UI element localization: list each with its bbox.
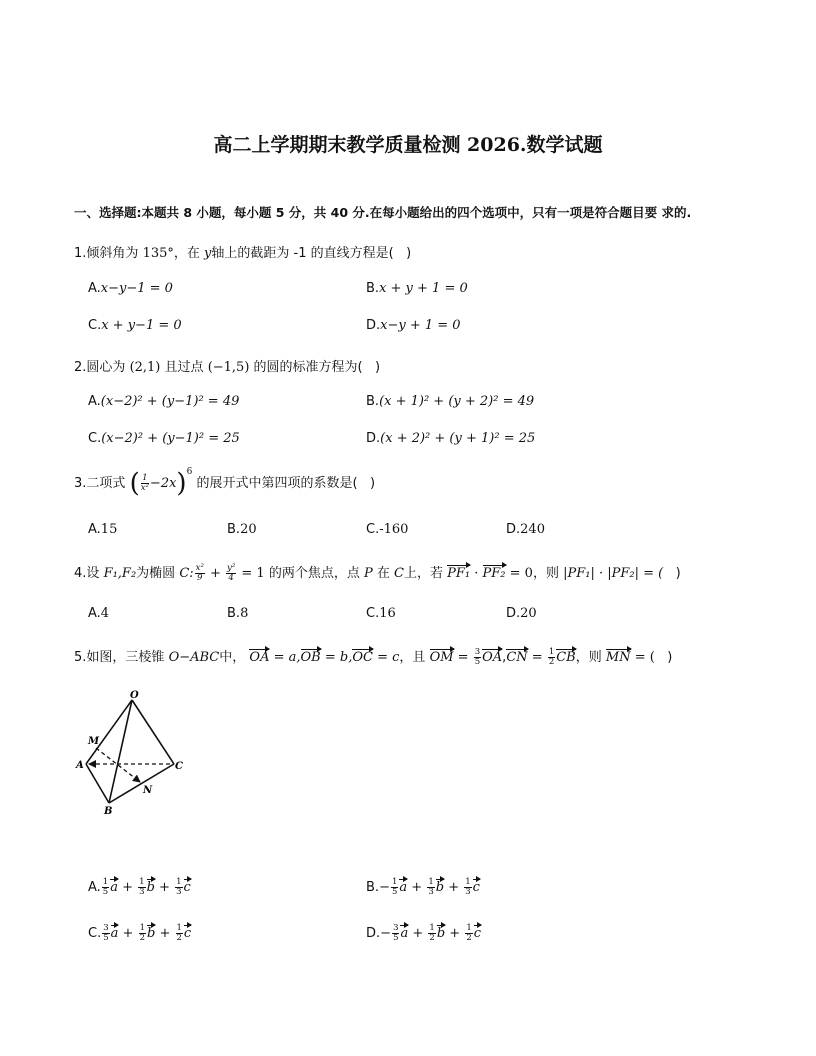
option-text: (x−2)² + (y−1)² = 25 (101, 431, 240, 446)
q4-stem-b: 为椭圆 (136, 566, 176, 581)
edge-oc (132, 700, 174, 764)
option-label: C. (88, 318, 102, 333)
fraction-denominator: 3 (465, 887, 471, 897)
term-vector: a (399, 880, 408, 895)
q4-option-b[interactable] (227, 606, 248, 621)
edge-ab (86, 764, 109, 803)
option-text: (x + 1)² + (y + 2)² = 49 (379, 394, 535, 409)
question-3 (74, 466, 376, 499)
option-text: 4 (100, 606, 110, 621)
q2-stem-b: 且过点 (164, 360, 204, 375)
q1-option-c[interactable] (88, 318, 182, 333)
fraction-numerator: x² (195, 563, 204, 573)
q5-option-a[interactable] (88, 878, 191, 897)
q4-fraction-y (226, 564, 236, 583)
fraction-numerator: 3 (103, 923, 109, 933)
fraction-numerator: 1 (428, 877, 434, 887)
q4-stem-a: 设 (86, 566, 100, 581)
question-5: 5.如图，三棱锥 O−ABC中， OA = a,OB = b,OC = c，且 OM = $\frac{3}{5}$ OA,CN = $\frac{1}{2}$ CB，则 MN = ( ) (74, 647, 673, 667)
option-label: B. (366, 880, 380, 895)
term-fraction (392, 924, 399, 943)
term-vector: c (472, 880, 480, 895)
fraction-numerator: 3 (474, 647, 481, 657)
fraction-denominator: 3 (176, 887, 182, 897)
option-label: B. (227, 522, 241, 537)
option-text: x + y−1 = 0 (101, 318, 182, 333)
q5-option-c[interactable] (88, 924, 191, 943)
term-fraction (464, 878, 471, 897)
fraction-denominator: 9 (197, 573, 203, 583)
q5-vector-cn: CN (506, 650, 528, 665)
q5-vector-mn: MN (605, 650, 631, 665)
term-fraction (102, 878, 109, 897)
q4-curve-c: C (394, 566, 404, 581)
q5-vector-oc: OC (352, 650, 373, 665)
term-fraction (102, 924, 109, 943)
option-label: D. (506, 606, 521, 621)
q4-number: 4. (74, 566, 87, 581)
q1-stem-b: ，在 (173, 246, 200, 261)
q5-vector-cb: CB (556, 650, 576, 665)
term-sign: + (444, 880, 464, 895)
term-sign: − (379, 880, 390, 895)
option-label: D. (506, 522, 521, 537)
open-paren: ( (129, 468, 140, 499)
option-text: 20 (240, 522, 257, 537)
q3-fraction (141, 474, 149, 493)
q5-vector-oa-2: OA (482, 650, 503, 665)
term-vector: b (146, 880, 155, 895)
q5-close: ) (667, 650, 673, 665)
term-fraction (138, 878, 145, 897)
term-vector: b (147, 926, 156, 941)
term-sign: + (118, 926, 138, 941)
term-sign: + (408, 926, 428, 941)
label-a: A (76, 760, 84, 771)
option-label: B. (227, 606, 241, 621)
option-label: D. (366, 318, 381, 333)
tetrahedron-figure (74, 688, 204, 818)
term-fraction (175, 878, 182, 897)
q1-stem-a: 倾斜角为 (86, 246, 139, 261)
fraction-denominator: 2 (139, 933, 145, 943)
option-label: C. (88, 431, 102, 446)
q4-eq-rhs: = 1 (237, 566, 265, 581)
fraction-denominator: 2 (429, 933, 435, 943)
option-text: (x + 2)² + (y + 1)² = 25 (380, 431, 536, 446)
option-label: B. (366, 281, 380, 296)
q5-stem-b: 中， (219, 650, 246, 665)
term-fraction (428, 924, 435, 943)
q4-stem-c: 的两个焦点，点 (268, 566, 360, 581)
q4-vector-pf2: PF₂ (482, 566, 506, 581)
fraction-numerator: 1 (466, 923, 472, 933)
option-label: A. (88, 606, 101, 621)
option-text: (x−2)² + (y−1)² = 49 (100, 394, 240, 409)
q2-stem-a: 圆心为 (86, 360, 126, 375)
fraction-numerator: 1 (176, 877, 182, 887)
fraction-denominator: 5 (102, 887, 109, 897)
term-sign: + (445, 926, 465, 941)
q2-stem-c: 的圆的标准方程为( (253, 360, 363, 375)
label-n: N (143, 785, 153, 796)
fraction-denominator: x² (140, 483, 149, 493)
q1-var: y (204, 246, 212, 261)
q1-number: 1. (74, 246, 87, 261)
q5-stem-a: 如图，三棱锥 (86, 650, 165, 665)
q4-foci: F₁,F₂ (103, 566, 137, 581)
option-label: A. (88, 522, 101, 537)
fraction-denominator: 4 (228, 573, 234, 583)
q4-point-p: P (363, 566, 373, 581)
question-2 (74, 356, 380, 375)
option-label: A. (88, 281, 101, 296)
option-text: 240 (520, 522, 545, 537)
fraction-numerator: 1 (429, 923, 435, 933)
term-sign: − (380, 926, 392, 941)
q3-option-c[interactable] (366, 522, 408, 537)
fraction-numerator: 1 (139, 923, 145, 933)
term-vector: c (183, 926, 192, 941)
fraction-numerator: 1 (391, 877, 398, 887)
q4-eq0: = 0 (505, 566, 533, 581)
fraction-numerator: 1 (176, 923, 182, 933)
q3-option-b[interactable] (227, 522, 257, 537)
q5-vector-ob: OB (300, 650, 321, 665)
option-text: 16 (379, 606, 396, 621)
option-text: 8 (240, 606, 249, 621)
term-fraction (391, 878, 398, 897)
option-label: A. (88, 394, 101, 409)
option-label: D. (366, 431, 381, 446)
option-label: D. (366, 926, 381, 941)
term-sign: + (155, 926, 175, 941)
fraction-denominator: 3 (428, 887, 434, 897)
option-text: 15 (100, 522, 118, 537)
q5-option-b[interactable] (366, 878, 480, 897)
term-vector: c (473, 926, 482, 941)
q3-close: ) (369, 476, 376, 491)
q1-option-b[interactable] (366, 281, 468, 296)
q5-stem-d: ，则 (575, 650, 602, 665)
fraction-numerator: y² (227, 563, 236, 573)
q3-expr-tail: −2x (149, 476, 177, 491)
q5-fraction-cn (548, 648, 555, 667)
q3-option-d[interactable] (506, 522, 545, 537)
fraction-denominator: 2 (466, 933, 472, 943)
q5-eq-b: = b, (320, 650, 353, 665)
term-vector: c (183, 880, 191, 895)
fraction-numerator: 1 (465, 877, 471, 887)
fraction-numerator: 1 (102, 877, 109, 887)
term-sign: + (407, 880, 427, 895)
q1-stem-c: 轴上的截距为 -1 的直线方程是( (211, 246, 394, 261)
close-paren: ) (176, 468, 187, 499)
question-4: 4.设 F₁,F₂为椭圆 C: $\frac{\text{x²}}{9}$ + $\frac{\text{y²}}{4}$ = 1 的两个焦点，点 P 在 C上，若 PF₁ · PF₂ = 0，则 |PF₁| · |PF₂| = ( ) (74, 563, 681, 583)
q3-number: 3. (74, 476, 87, 491)
page-title: 高二上学期期末教学质量检测 2026.数学试题 (213, 134, 603, 156)
fraction-denominator: 5 (391, 887, 398, 897)
q3-stem-a: 二项式 (86, 476, 126, 491)
term-vector: b (435, 880, 445, 895)
q2-option-b[interactable] (366, 394, 534, 409)
fraction-numerator: 1 (548, 647, 555, 657)
q5-fraction-om (474, 648, 481, 667)
label-b: B (104, 806, 113, 817)
q5-eq-a: = a, (269, 650, 301, 665)
q2-option-a[interactable] (88, 394, 239, 409)
fraction-denominator: 2 (548, 657, 555, 667)
fraction-denominator: 5 (474, 657, 481, 667)
q2-number: 2. (74, 360, 87, 375)
q5-vector-oa: OA (249, 650, 270, 665)
q4-option-a[interactable] (88, 606, 109, 621)
option-text: x−y + 1 = 0 (380, 318, 461, 333)
q5-option-d[interactable] (366, 924, 481, 943)
q2-point: (−1,5) (207, 360, 250, 375)
term-sign: + (154, 880, 175, 895)
term-vector: a (110, 926, 119, 941)
q4-stem-e: 上，若 (403, 566, 443, 581)
q4-close: ) (675, 566, 681, 581)
q3-option-a[interactable] (88, 522, 117, 537)
fraction-denominator: 3 (139, 887, 145, 897)
q5-solid: O−ABC (168, 650, 220, 665)
q4-ellipse-name: C: (179, 566, 194, 581)
section-heading: 一、选择题:本题共 8 小题，每小题 5 分，共 40 分.在每小题给出的四个选项中，只有一项是符合题目要 求的. (74, 205, 692, 220)
q2-center: (2,1) (129, 360, 161, 375)
q4-abs-expr: |PF₁| · |PF₂| = ( (563, 566, 664, 581)
fraction-denominator: 5 (393, 933, 399, 943)
q1-option-d[interactable] (366, 318, 461, 333)
option-label: C. (366, 522, 380, 537)
term-vector: b (436, 926, 446, 941)
q3-power: 6 (186, 466, 193, 477)
option-label: C. (88, 926, 102, 941)
q1-option-a[interactable] (88, 281, 173, 296)
q4-stem-d: 在 (376, 566, 390, 581)
edge-bc (109, 764, 174, 803)
label-c: C (175, 761, 183, 772)
fraction-numerator: 3 (393, 923, 399, 933)
option-label: C. (366, 606, 380, 621)
q2-option-c[interactable] (88, 431, 240, 446)
q4-fraction-x (195, 564, 205, 583)
q4-dot: · (470, 566, 483, 581)
fraction-denominator: 2 (176, 933, 182, 943)
term-fraction (139, 924, 146, 943)
q5-tail: = ( (630, 650, 655, 665)
q5-vector-om: OM (429, 650, 454, 665)
option-text: -160 (379, 522, 409, 537)
q5-eq-c: = c (372, 650, 400, 665)
q3-stem-b: 的展开式中第四项的系数是( (196, 476, 358, 491)
q2-close: ) (375, 360, 381, 375)
q4-option-d[interactable] (506, 606, 537, 621)
term-sign: + (117, 880, 138, 895)
option-text: 20 (520, 606, 537, 621)
option-label: A. (88, 880, 101, 895)
term-fraction (465, 924, 472, 943)
term-fraction (176, 924, 183, 943)
q1-angle: 135° (142, 246, 174, 261)
q2-option-d[interactable] (366, 431, 535, 446)
q1-close: ) (406, 246, 412, 261)
option-label: B. (366, 394, 380, 409)
label-m: M (88, 736, 100, 747)
term-vector: a (110, 880, 118, 895)
option-text: x + y + 1 = 0 (379, 281, 468, 296)
question-1 (74, 242, 411, 261)
fraction-numerator: 1 (139, 877, 145, 887)
q4-stem-f: ，则 (532, 566, 559, 581)
q4-option-c[interactable] (366, 606, 396, 621)
option-text: x−y−1 = 0 (100, 281, 173, 296)
q4-vector-pf1: PF₁ (447, 566, 471, 581)
q5-number: 5. (74, 650, 87, 665)
fraction-numerator: 1 (142, 473, 148, 483)
term-vector: a (400, 926, 409, 941)
label-o: O (130, 690, 139, 701)
fraction-denominator: 5 (103, 933, 109, 943)
q5-stem-c: ，且 (399, 650, 426, 665)
term-fraction (427, 878, 434, 897)
